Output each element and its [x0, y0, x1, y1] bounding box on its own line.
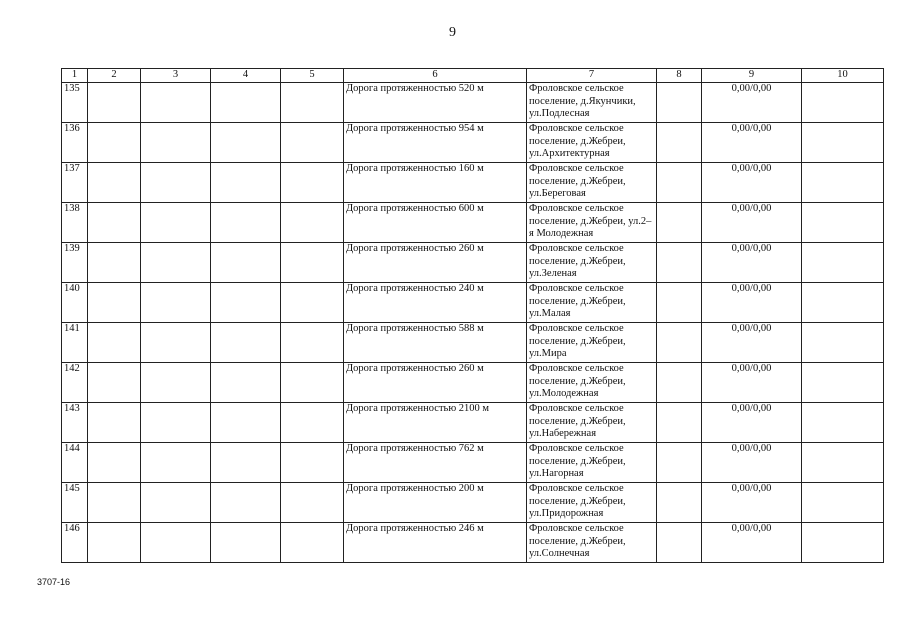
column-header-7: 7	[527, 69, 657, 83]
cell-col-10	[802, 323, 884, 363]
column-header-9: 9	[702, 69, 802, 83]
cell-col-5	[281, 403, 344, 443]
table-header-row	[62, 69, 884, 83]
table-row	[62, 523, 884, 563]
cell-col-2	[88, 203, 141, 243]
cell-col-5	[281, 123, 344, 163]
page-number: 9	[449, 25, 456, 40]
cell-col-10	[802, 243, 884, 283]
table-row	[62, 123, 884, 163]
object-value: 0,00/0,00	[702, 163, 802, 203]
object-name: Дорога протяженностью 588 м	[344, 323, 527, 363]
cell-col-3	[141, 123, 211, 163]
object-address: Фроловское сельское поселение, д.Жебреи, ул.Молодежная	[527, 363, 657, 403]
table-row	[62, 403, 884, 443]
object-value: 0,00/0,00	[702, 523, 802, 563]
cell-col-8	[657, 203, 702, 243]
object-name: Дорога протяженностью 762 м	[344, 443, 527, 483]
cell-col-5	[281, 203, 344, 243]
cell-col-8	[657, 283, 702, 323]
object-name: Дорога протяженностью 160 м	[344, 163, 527, 203]
cell-col-5	[281, 243, 344, 283]
object-address: Фроловское сельское поселение, д.Жебреи, ул.Мира	[527, 323, 657, 363]
cell-col-10	[802, 483, 884, 523]
cell-col-10	[802, 203, 884, 243]
cell-col-10	[802, 83, 884, 123]
cell-col-4	[211, 483, 281, 523]
cell-col-3	[141, 283, 211, 323]
cell-col-2	[88, 83, 141, 123]
cell-col-3	[141, 323, 211, 363]
cell-col-8	[657, 83, 702, 123]
object-address: Фроловское сельское поселение, д.Жебреи, ул.Солнечная	[527, 523, 657, 563]
object-value: 0,00/0,00	[702, 243, 802, 283]
column-header-6: 6	[344, 69, 527, 83]
document-code: 3707-16	[37, 577, 71, 587]
object-address: Фроловское сельское поселение, д.Якунчики, ул.Подлесная	[527, 83, 657, 123]
table-row	[62, 163, 884, 203]
object-name: Дорога протяженностью 2100 м	[344, 403, 527, 443]
table-row	[62, 323, 884, 363]
cell-col-2	[88, 443, 141, 483]
cell-col-4	[211, 203, 281, 243]
cell-col-2	[88, 163, 141, 203]
cell-col-8	[657, 483, 702, 523]
cell-col-4	[211, 523, 281, 563]
object-name: Дорога протяженностью 954 м	[344, 123, 527, 163]
cell-col-8	[657, 243, 702, 283]
column-header-8: 8	[657, 69, 702, 83]
table-row	[62, 483, 884, 523]
row-number: 138	[62, 203, 88, 243]
object-address: Фроловское сельское поселение, д.Жебреи, ул.Зеленая	[527, 243, 657, 283]
cell-col-10	[802, 283, 884, 323]
cell-col-10	[802, 443, 884, 483]
cell-col-2	[88, 283, 141, 323]
object-name: Дорога протяженностью 260 м	[344, 363, 527, 403]
column-header-10: 10	[802, 69, 884, 83]
table-body	[62, 83, 884, 563]
row-number: 141	[62, 323, 88, 363]
cell-col-3	[141, 163, 211, 203]
cell-col-4	[211, 83, 281, 123]
column-header-2: 2	[88, 69, 141, 83]
row-number: 145	[62, 483, 88, 523]
cell-col-3	[141, 403, 211, 443]
cell-col-5	[281, 443, 344, 483]
cell-col-2	[88, 523, 141, 563]
cell-col-10	[802, 403, 884, 443]
column-header-3: 3	[141, 69, 211, 83]
cell-col-8	[657, 403, 702, 443]
column-header-1: 1	[62, 69, 88, 83]
row-number: 139	[62, 243, 88, 283]
row-number: 143	[62, 403, 88, 443]
registry-table	[61, 68, 884, 563]
object-value: 0,00/0,00	[702, 83, 802, 123]
cell-col-8	[657, 363, 702, 403]
cell-col-8	[657, 443, 702, 483]
row-number: 142	[62, 363, 88, 403]
object-name: Дорога протяженностью 260 м	[344, 243, 527, 283]
cell-col-5	[281, 283, 344, 323]
cell-col-3	[141, 203, 211, 243]
cell-col-10	[802, 363, 884, 403]
object-address: Фроловское сельское поселение, д.Жебреи, ул.Малая	[527, 283, 657, 323]
cell-col-5	[281, 323, 344, 363]
cell-col-5	[281, 363, 344, 403]
object-address: Фроловское сельское поселение, д.Жебреи, ул.Нагорная	[527, 443, 657, 483]
object-address: Фроловское сельское поселение, д.Жебреи, ул.2–я Молодежная	[527, 203, 657, 243]
object-value: 0,00/0,00	[702, 203, 802, 243]
cell-col-4	[211, 323, 281, 363]
row-number: 144	[62, 443, 88, 483]
object-address: Фроловское сельское поселение, д.Жебреи, ул.Береговая	[527, 163, 657, 203]
cell-col-3	[141, 443, 211, 483]
cell-col-4	[211, 123, 281, 163]
object-value: 0,00/0,00	[702, 323, 802, 363]
cell-col-3	[141, 83, 211, 123]
cell-col-8	[657, 323, 702, 363]
cell-col-3	[141, 243, 211, 283]
cell-col-3	[141, 523, 211, 563]
table-row	[62, 443, 884, 483]
cell-col-2	[88, 243, 141, 283]
object-name: Дорога протяженностью 200 м	[344, 483, 527, 523]
column-header-5: 5	[281, 69, 344, 83]
object-value: 0,00/0,00	[702, 363, 802, 403]
cell-col-4	[211, 363, 281, 403]
cell-col-3	[141, 483, 211, 523]
table-row	[62, 243, 884, 283]
cell-col-8	[657, 163, 702, 203]
object-name: Дорога протяженностью 600 м	[344, 203, 527, 243]
row-number: 140	[62, 283, 88, 323]
object-address: Фроловское сельское поселение, д.Жебреи, ул.Архитектурная	[527, 123, 657, 163]
cell-col-10	[802, 523, 884, 563]
cell-col-4	[211, 443, 281, 483]
object-address: Фроловское сельское поселение, д.Жебреи, ул.Набережная	[527, 403, 657, 443]
cell-col-5	[281, 163, 344, 203]
row-number: 135	[62, 83, 88, 123]
object-value: 0,00/0,00	[702, 123, 802, 163]
cell-col-4	[211, 403, 281, 443]
cell-col-2	[88, 323, 141, 363]
object-value: 0,00/0,00	[702, 443, 802, 483]
row-number: 136	[62, 123, 88, 163]
row-number: 137	[62, 163, 88, 203]
table-row	[62, 203, 884, 243]
table-row	[62, 363, 884, 403]
object-address: Фроловское сельское поселение, д.Жебреи, ул.Придорожная	[527, 483, 657, 523]
cell-col-10	[802, 123, 884, 163]
cell-col-3	[141, 363, 211, 403]
table-row	[62, 283, 884, 323]
column-header-4: 4	[211, 69, 281, 83]
cell-col-4	[211, 163, 281, 203]
row-number: 146	[62, 523, 88, 563]
cell-col-2	[88, 483, 141, 523]
object-value: 0,00/0,00	[702, 283, 802, 323]
cell-col-2	[88, 123, 141, 163]
cell-col-5	[281, 523, 344, 563]
cell-col-2	[88, 403, 141, 443]
object-value: 0,00/0,00	[702, 483, 802, 523]
cell-col-8	[657, 123, 702, 163]
object-name: Дорога протяженностью 520 м	[344, 83, 527, 123]
cell-col-8	[657, 523, 702, 563]
object-name: Дорога протяженностью 246 м	[344, 523, 527, 563]
cell-col-2	[88, 363, 141, 403]
object-value: 0,00/0,00	[702, 403, 802, 443]
cell-col-5	[281, 83, 344, 123]
object-name: Дорога протяженностью 240 м	[344, 283, 527, 323]
cell-col-4	[211, 283, 281, 323]
cell-col-10	[802, 163, 884, 203]
cell-col-4	[211, 243, 281, 283]
cell-col-5	[281, 483, 344, 523]
table-row	[62, 83, 884, 123]
